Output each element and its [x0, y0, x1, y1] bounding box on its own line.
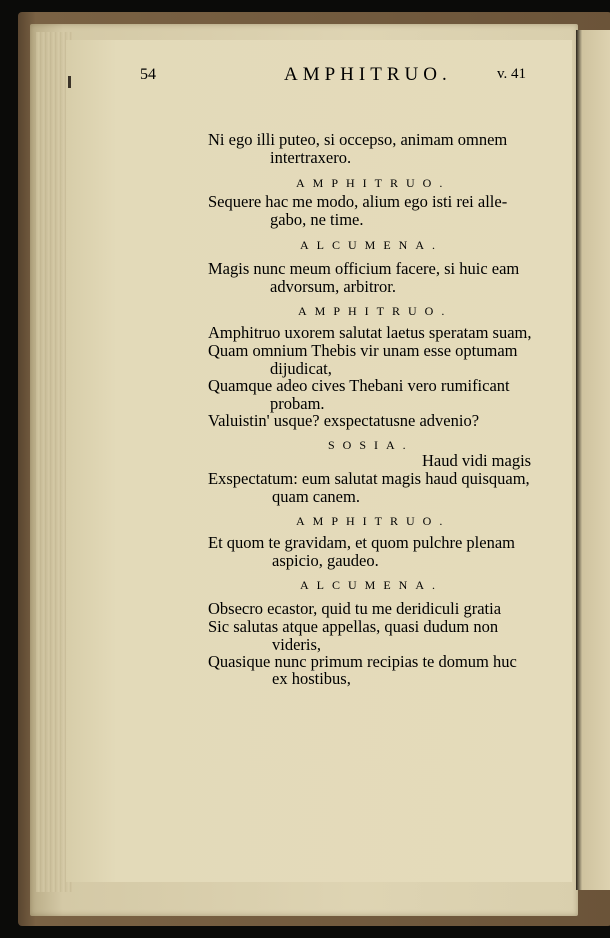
text-line: Ni ego illi puteo, si occepso, animam omnem [208, 130, 508, 149]
text-line: Obsecro ecastor, quid tu me deridiculi gratia [208, 599, 502, 618]
verse-reference: v. 41 [496, 66, 526, 82]
speaker-heading: SOSIA. [328, 438, 414, 452]
speaker-heading: AMPHITRUO. [296, 176, 451, 190]
text-line: Haud vidi magis [422, 451, 532, 470]
speaker-heading: ALCUMENA. [300, 238, 443, 252]
text-line: intertraxero. [270, 148, 352, 167]
text-line: videris, [272, 635, 322, 654]
speaker-heading: AMPHITRUO. [296, 514, 451, 528]
text-line: gabo, ne time. [270, 210, 364, 229]
speaker-heading: ALCUMENA. [300, 578, 443, 592]
text-line: Sequere hac me modo, alium ego isti rei alle- [208, 192, 508, 211]
text-line: Quam omnium Thebis vir unam esse optumam [208, 341, 518, 360]
text-line: Exspectatum: eum salutat magis haud quisquam, [208, 469, 530, 488]
text-line: Et quom te gravidam, et quom pulchre plenam [208, 533, 515, 552]
text-line: Magis nunc meum officium facere, si huic eam [208, 259, 520, 278]
text-line: Amphitruo uxorem salutat laetus speratam suam, [208, 323, 532, 342]
text-line: ex hostibus, [272, 669, 351, 688]
text-line: advorsum, arbitror. [270, 277, 397, 296]
text-line: quam canem. [272, 487, 360, 506]
text-line: Sic salutas atque appellas, quasi dudum non [208, 617, 499, 636]
speaker-heading: AMPHITRUO. [298, 304, 453, 318]
page-number: 54 [140, 66, 156, 83]
text-line: Quasique nunc primum recipias te domum huc [208, 652, 517, 671]
text-line: probam. [270, 394, 325, 413]
text-line: Quamque adeo cives Thebani vero rumificant [208, 376, 510, 395]
running-title: AMPHITRUO. [284, 64, 452, 85]
text-line: aspicio, gaudeo. [272, 551, 379, 570]
text-line: Valuistin' usque? exspectatusne advenio? [208, 411, 480, 430]
text-line: dijudicat, [270, 359, 332, 378]
